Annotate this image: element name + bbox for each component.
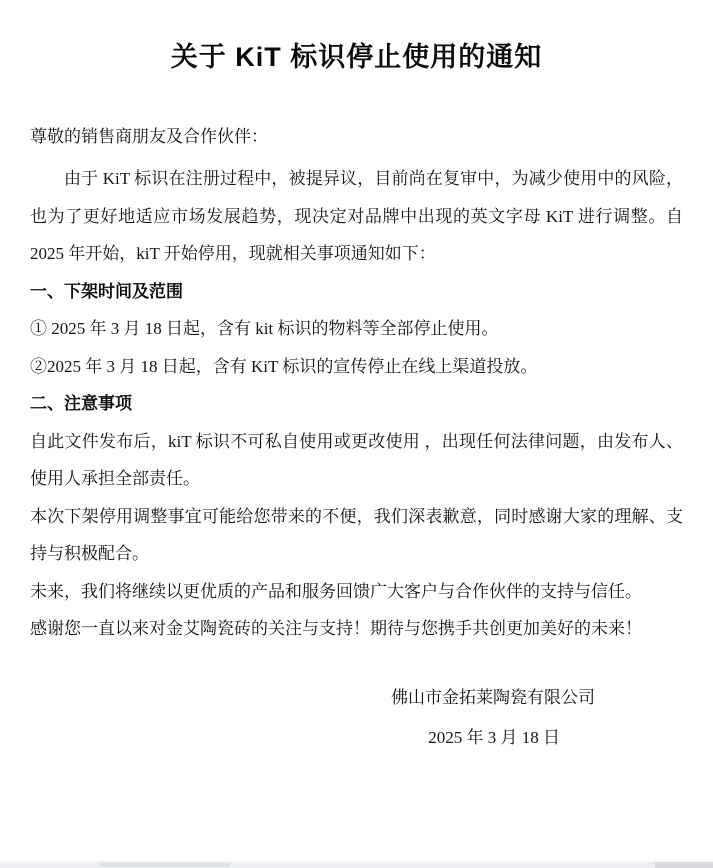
signature-date: 2025 年 3 月 18 日	[428, 727, 560, 747]
scrollbar-thumb[interactable]	[100, 863, 230, 867]
section2-heading: 二、注意事项	[30, 394, 132, 413]
signature-company: 佛山市金拓莱陶瓷有限公司	[391, 687, 595, 707]
section2-paragraph-2: 本次下架停用调整事宜可能给您带来的不便，我们深表歉意，同时感谢大家的理解、支持与积极配合。	[30, 506, 683, 563]
greeting-line: 尊敬的销售商朋友及合作伙伴：	[30, 127, 268, 146]
section2-paragraph-1: 自此文件发布后，kiT 标识不可私自使用或更改使用 ，出现任何法律问题，由发布人、使用人承担全部责任。	[30, 431, 683, 488]
signature-block	[30, 683, 683, 753]
document-title: 关于 KiT 标识停止使用的通知	[170, 42, 543, 72]
section1-item-2: ②2025 年 3 月 18 日起，含有 KiT 标识的宣传停止在线上渠道投放。	[30, 356, 538, 376]
section1-heading: 一、下架时间及范围	[30, 281, 183, 301]
section2-paragraph-3: 未来，我们将继续以更优质的产品和服务回馈广大客户与合作伙伴的支持与信任。	[30, 581, 642, 601]
section1-item-1: ① 2025 年 3 月 18 日起，含有 kit 标识的物料等全部停止使用。	[30, 319, 499, 338]
horizontal-scrollbar[interactable]	[0, 861, 713, 868]
section2-paragraph-4: 感谢您一直以来对金艾陶瓷砖的关注与支持！期待与您携手共创更加美好的未来！	[30, 619, 642, 638]
intro-paragraph: 由于 KiT 标识在注册过程中，被提异议，目前尚在复审中，为减少使用中的风险，也为了更好地适应市场发展趋势，现决定对品牌中出现的英文字母 KiT 进行调整。自 2025 年开始，kiT 开始停用，现就相关事项通知如下：	[30, 169, 683, 263]
scrollbar-corner-segment	[655, 862, 713, 868]
